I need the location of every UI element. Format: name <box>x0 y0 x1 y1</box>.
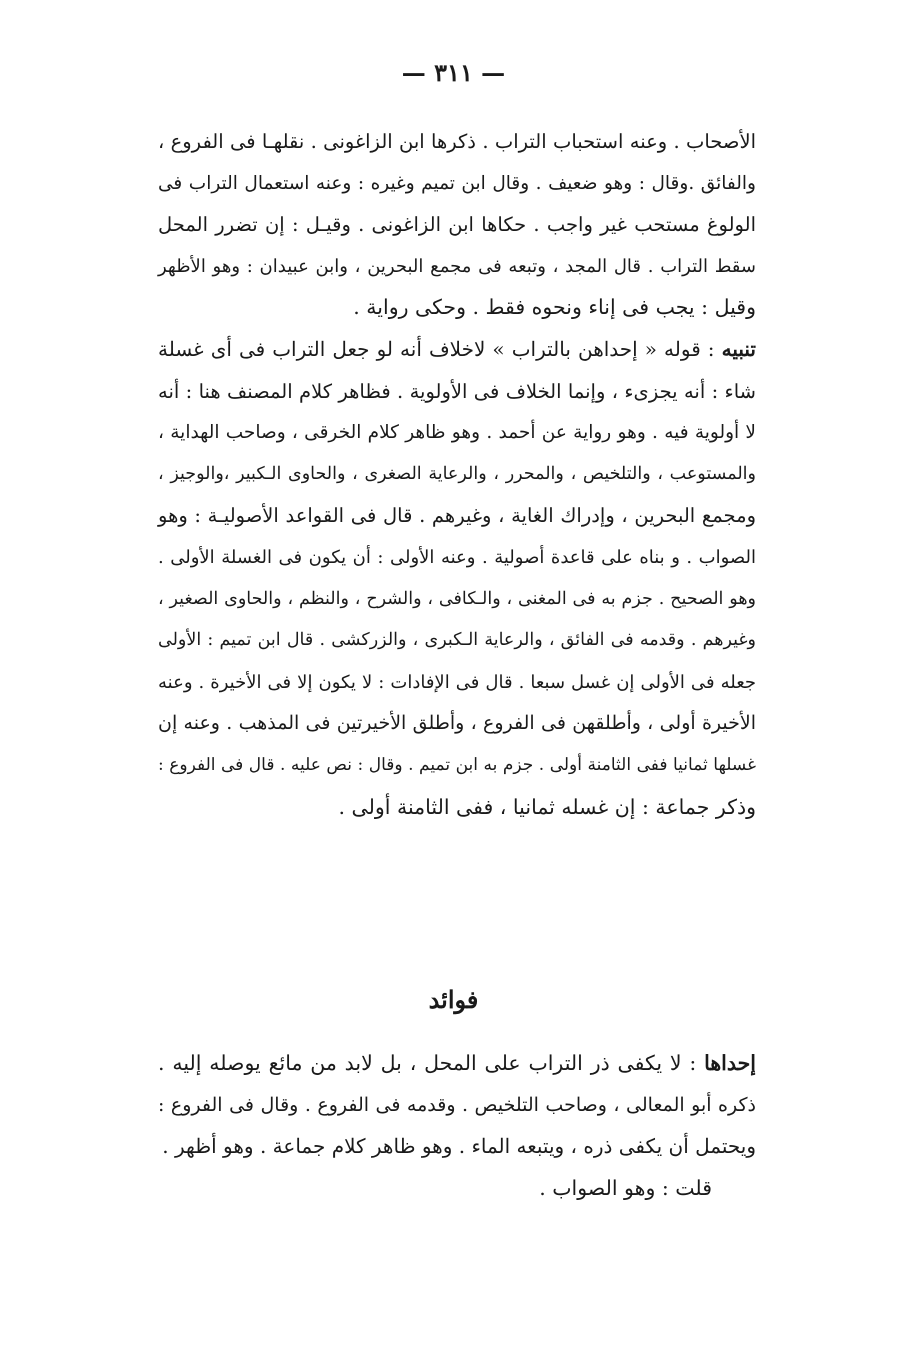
text-line: والمستوعب ، والتلخيص ، والمحرر ، والرعاية الصغرى ، والحاوى الـكبير ،والوجيز ، <box>158 463 756 484</box>
text-line: والفائق .وقال : وهو ضعيف . وقال ابن تميم وغيره : وعنه استعمال التراب فى <box>158 172 756 194</box>
ihdaha-text: : لا يكفى ذر التراب على المحل ، بل لابد من مائع يوصله إليه . <box>158 1051 705 1075</box>
text-line: وقيل : يجب فى إناء ونحوه فقط . وحكى رواية . <box>353 295 756 320</box>
tanbih-line <box>158 329 756 371</box>
text-line: ذكره أبو المعالى ، وصاحب التلخيص . وقدمه فى الفروع . وقال فى الفروع : <box>158 1093 756 1116</box>
text-line: غسلها ثمانيا ففى الثامنة أولى . جزم به ابن تميم . وقال : نص عليه . قال فى الفروع : <box>158 754 756 775</box>
text-line: الولوغ مستحب غير واجب . حكاها ابن الزاغونى . وقيـل : إن تضرر المحل <box>158 213 756 237</box>
tanbih-label: تنبيه <box>721 336 756 361</box>
text-line: لا أولوية فيه . وهو رواية عن أحمد . وهو ظاهر كلام الخرقى ، وصاحب الهداية ، <box>158 422 756 444</box>
ihdaha-line <box>158 1043 756 1085</box>
page-number: — ٣١١ — <box>401 58 506 87</box>
text-line: الأخيرة أولى ، وأطلقهن فى الفروع ، وأطلق الأخيرتين فى المذهب . وعنه إن <box>158 712 756 735</box>
text-line: وذكر جماعة : إن غسله ثمانيا ، ففى الثامنة أولى . <box>338 794 756 819</box>
text-line: وغيرهم . وقدمه فى الفائق ، والرعاية الـكبرى ، والزركشى . قال ابن تميم : الأولى <box>158 630 756 651</box>
text-line: سقط التراب . قال المجد ، وتبعه فى مجمع البحرين ، وابن عبيدان : وهو الأظهر <box>158 255 756 277</box>
text-line: الأصحاب . وعنه استحباب التراب . ذكرها ابن الزاغونى . نقلهـا فى الفروع ، <box>158 130 756 153</box>
section-title: فوائد <box>428 985 479 1014</box>
text-line: جعله فى الأولى إن غسل سبعا . قال فى الإفادات : لا يكون إلا فى الأخيرة . وعنه <box>158 671 756 693</box>
text-line: الصواب . و بناه على قاعدة أصولية . وعنه الأولى : أن يكون فى الغسلة الأولى . <box>158 546 756 568</box>
ihdaha-label: إحداها <box>704 1051 756 1075</box>
main-text <box>158 121 756 828</box>
text-line: ويحتمل أن يكفى ذره ، ويتبعه الماء . وهو ظاهر كلام جماعة . وهو أظهر . <box>162 1134 756 1159</box>
text-line: شاء : أنه يجزىء ، وإنما الخلاف فى الأولوية . فظاهر كلام المصنف هنا : أنه <box>158 379 756 403</box>
fawaid-text <box>158 1043 756 1209</box>
text-line: وهو الصحيح . جزم به فى المغنى ، والـكافى ، والشرح ، والنظم ، والحاوى الصغير ، <box>158 588 756 609</box>
tanbih-text: : قوله « إحداهن بالتراب » لاخلاف أنه لو جعل التراب فى أى غسلة <box>158 336 722 361</box>
text-line: قلت : وهو الصواب . <box>539 1175 712 1200</box>
text-line: ومجمع البحرين ، وإدراك الغاية ، وغيرهم . قال فى القواعد الأصوليـة : وهو <box>158 504 756 528</box>
